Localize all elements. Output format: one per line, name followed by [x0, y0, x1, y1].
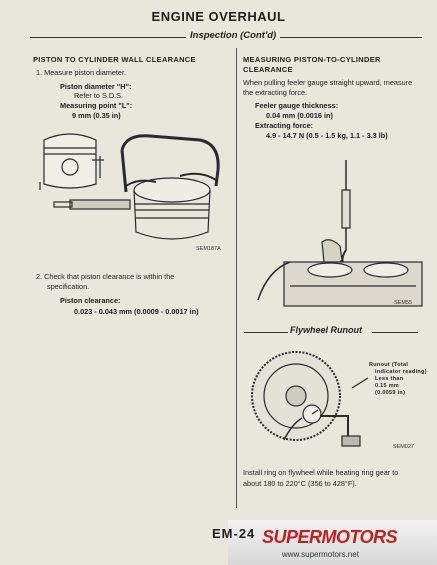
piston-clearance-heading: PISTON TO CYLINDER WALL CLEARANCE	[33, 55, 196, 64]
piston-clearance-label: Piston clearance:	[60, 296, 121, 305]
figure-code: SEM027	[392, 444, 414, 450]
piston-clearance-value: 0.023 - 0.043 mm (0.0009 - 0.0017 in)	[74, 307, 199, 316]
section-title: Inspection (Cont'd)	[186, 30, 280, 41]
piston-diameter-label: Piston diameter "H":	[60, 82, 132, 91]
feeler-thickness-value: 0.04 mm (0.0016 in)	[266, 111, 333, 120]
runout-note-line: Runout (Total	[369, 362, 409, 368]
install-ring-text-line1: Install ring on flywheel while heating ring gear to	[243, 468, 399, 477]
column-divider	[236, 48, 237, 508]
runout-note-line: (0.0059 in)	[375, 390, 406, 396]
extracting-force-value: 4.9 - 14.7 N (0.5 - 1.5 kg, 1.1 - 3.3 lb)	[266, 131, 388, 140]
step-2-text-line1: 2. Check that piston clearance is within the	[36, 272, 175, 281]
measuring-point-value: 9 mm (0.35 in)	[72, 111, 121, 120]
install-ring-text-line2: about 180 to 220°C (356 to 428°F).	[243, 479, 357, 488]
pulling-gauge-text-line2: the extracting force.	[243, 88, 308, 97]
runout-note-line: indicator reading)	[375, 369, 427, 375]
watermark-logo: SUPERMOTORS	[262, 527, 398, 547]
measuring-clearance-heading-line2: CLEARANCE	[243, 65, 293, 74]
page-title: ENGINE OVERHAUL	[151, 9, 286, 24]
step-1-text: 1. Measure piston diameter.	[36, 68, 127, 77]
flywheel-rule-left	[244, 332, 288, 333]
watermark-url: www.supermotors.net	[282, 550, 359, 559]
page-number: EM-24	[212, 526, 256, 541]
feeler-thickness-label: Feeler gauge thickness:	[255, 101, 339, 110]
figure-code: SEM55	[394, 300, 413, 306]
feeler-gauge-illustration	[244, 150, 424, 310]
flywheel-runout-title: Flywheel Runout	[290, 325, 362, 335]
piston-diameter-value: Refer to S.D.S.	[74, 91, 124, 100]
measuring-point-label: Measuring point "L":	[60, 101, 133, 110]
piston-measurement-illustration	[30, 122, 230, 254]
flywheel-rule-right	[372, 332, 418, 333]
step-2-text-line2: specification.	[47, 282, 90, 291]
flywheel-runout-illustration	[244, 344, 424, 452]
runout-note	[369, 362, 427, 397]
runout-note-line: 0.15 mm	[375, 383, 400, 389]
runout-note-line: Less than	[375, 376, 404, 382]
extracting-force-label: Extracting force:	[255, 121, 313, 130]
pulling-gauge-text-line1: When pulling feeler gauge straight upward, measure	[243, 78, 413, 87]
figure-code: SEM187A	[196, 246, 221, 252]
measuring-clearance-heading-line1: MEASURING PISTON-TO-CYLINDER	[243, 55, 381, 64]
